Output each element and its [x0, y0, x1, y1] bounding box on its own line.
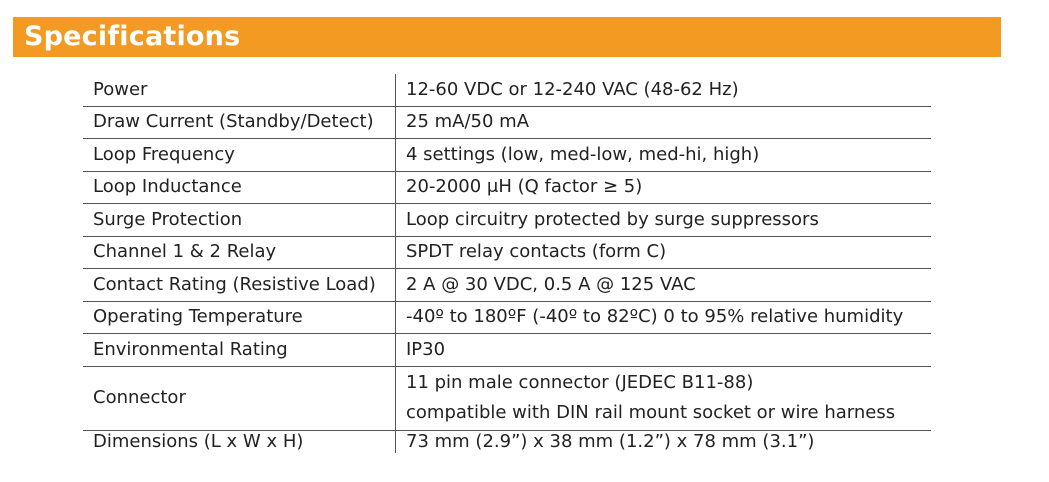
table-row: [83, 204, 931, 237]
spec-label: Operating Temperature: [83, 301, 396, 334]
spec-label: Power: [83, 74, 396, 106]
spec-value-line: 11 pin male connector (JEDEC B11-88): [406, 372, 754, 393]
spec-value: IP30: [396, 334, 932, 367]
table-row: [83, 106, 931, 139]
spec-label: Surge Protection: [83, 204, 396, 237]
table-row: [83, 74, 931, 106]
spec-value: Loop circuitry protected by surge suppressors: [396, 204, 932, 237]
spec-label: Loop Frequency: [83, 139, 396, 172]
spec-label: Dimensions (L x W x H): [83, 430, 396, 453]
spec-label: Connector: [83, 366, 396, 430]
table-row: [83, 301, 931, 334]
spec-label: Loop Inductance: [83, 171, 396, 204]
spec-value: 25 mA/50 mA: [396, 106, 932, 139]
spec-label: Draw Current (Standby/Detect): [83, 106, 396, 139]
spec-value: SPDT relay contacts (form C): [396, 236, 932, 269]
spec-label: Environmental Rating: [83, 334, 396, 367]
spec-value: 12-60 VDC or 12-240 VAC (48-62 Hz): [396, 74, 932, 106]
table-row: [83, 171, 931, 204]
table-row: [83, 334, 931, 367]
table-row: [83, 269, 931, 302]
table-row: [83, 366, 931, 430]
spec-value: [396, 366, 932, 430]
spec-value: 4 settings (low, med-low, med-hi, high): [396, 139, 932, 172]
section-header-bar: [13, 17, 1001, 57]
spec-value: 73 mm (2.9”) x 38 mm (1.2”) x 78 mm (3.1”): [406, 430, 815, 452]
spec-value: 2 A @ 30 VDC, 0.5 A @ 125 VAC: [396, 269, 932, 302]
spec-label: Channel 1 & 2 Relay: [83, 236, 396, 269]
specifications-table: [83, 74, 931, 453]
section-title: Specifications: [24, 21, 241, 52]
table-row: [83, 139, 931, 172]
table-row: [83, 430, 931, 453]
spec-value: -40º to 180ºF (-40º to 82ºC) 0 to 95% relative humidity: [396, 301, 932, 334]
table-row: [83, 236, 931, 269]
spec-label: Contact Rating (Resistive Load): [83, 269, 396, 302]
spec-value-line: compatible with DIN rail mount socket or wire harness: [406, 402, 896, 423]
spec-value: 20-2000 μH (Q factor ≥ 5): [396, 171, 932, 204]
